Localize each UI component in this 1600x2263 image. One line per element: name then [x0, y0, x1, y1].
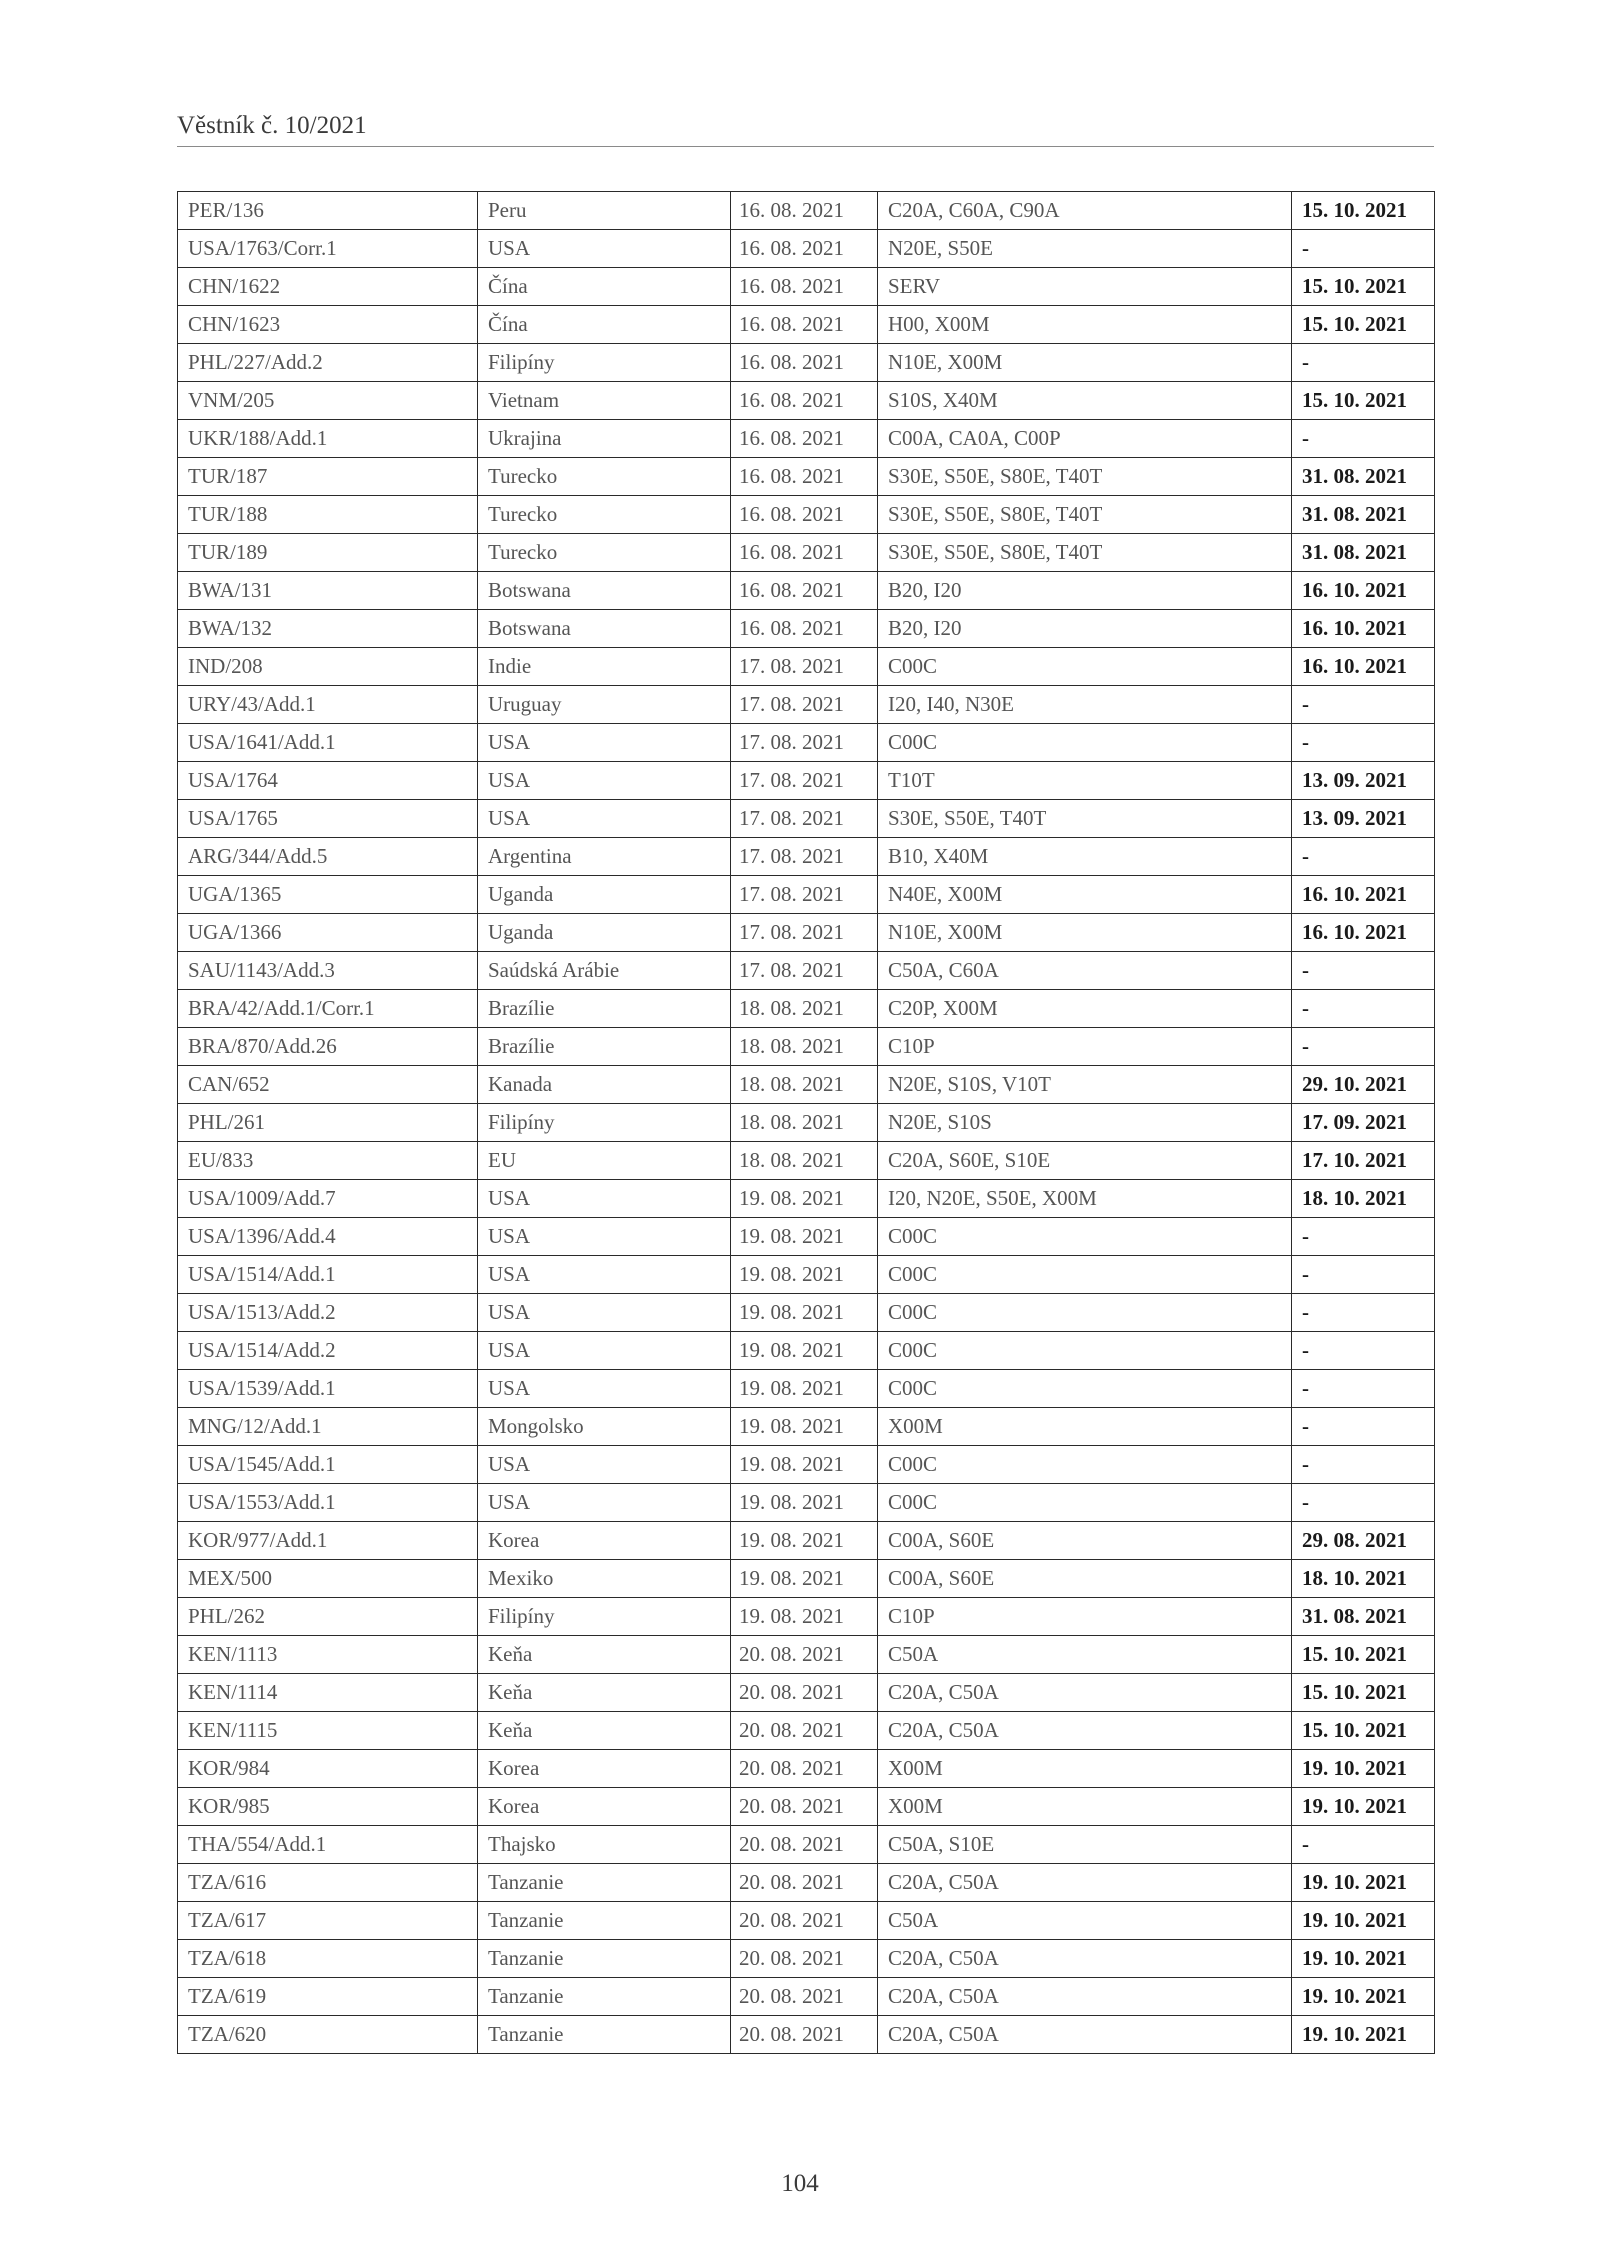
notification-date-cell: 17. 08. 2021: [731, 648, 878, 686]
country-cell: Korea: [478, 1750, 731, 1788]
country-cell: Keňa: [478, 1674, 731, 1712]
table-row: [178, 1142, 1435, 1180]
notification-date-cell: 20. 08. 2021: [731, 1978, 878, 2016]
deadline-cell: -: [1292, 344, 1435, 382]
country-cell: Filipíny: [478, 344, 731, 382]
document-code-cell: SAU/1143/Add.3: [178, 952, 478, 990]
table-row: [178, 1560, 1435, 1598]
deadline-cell: -: [1292, 1294, 1435, 1332]
document-code-cell: TZA/616: [178, 1864, 478, 1902]
notification-date-cell: 16. 08. 2021: [731, 534, 878, 572]
deadline-cell: 15. 10. 2021: [1292, 1674, 1435, 1712]
country-cell: USA: [478, 1180, 731, 1218]
notification-date-cell: 16. 08. 2021: [731, 458, 878, 496]
table-row: [178, 268, 1435, 306]
deadline-cell: 19. 10. 2021: [1292, 1978, 1435, 2016]
notification-date-cell: 16. 08. 2021: [731, 382, 878, 420]
document-code-cell: USA/1514/Add.2: [178, 1332, 478, 1370]
notification-date-cell: 20. 08. 2021: [731, 1788, 878, 1826]
classification-cell: B20, I20: [878, 572, 1292, 610]
table-row: [178, 876, 1435, 914]
deadline-cell: 29. 08. 2021: [1292, 1522, 1435, 1560]
country-cell: Peru: [478, 192, 731, 230]
country-cell: Botswana: [478, 572, 731, 610]
notification-date-cell: 17. 08. 2021: [731, 914, 878, 952]
classification-cell: C00C: [878, 1446, 1292, 1484]
classification-cell: C50A: [878, 1636, 1292, 1674]
classification-cell: I20, N20E, S50E, X00M: [878, 1180, 1292, 1218]
notification-date-cell: 17. 08. 2021: [731, 724, 878, 762]
table-row: [178, 382, 1435, 420]
deadline-cell: 17. 09. 2021: [1292, 1104, 1435, 1142]
notification-date-cell: 17. 08. 2021: [731, 876, 878, 914]
deadline-cell: -: [1292, 1446, 1435, 1484]
country-cell: Turecko: [478, 458, 731, 496]
notification-date-cell: 16. 08. 2021: [731, 192, 878, 230]
document-code-cell: BRA/42/Add.1/Corr.1: [178, 990, 478, 1028]
document-code-cell: UGA/1366: [178, 914, 478, 952]
country-cell: Tanzanie: [478, 1864, 731, 1902]
country-cell: Tanzanie: [478, 2016, 731, 2054]
document-code-cell: ARG/344/Add.5: [178, 838, 478, 876]
deadline-cell: -: [1292, 420, 1435, 458]
classification-cell: S30E, S50E, S80E, T40T: [878, 496, 1292, 534]
notification-date-cell: 19. 08. 2021: [731, 1370, 878, 1408]
document-code-cell: VNM/205: [178, 382, 478, 420]
table-row: [178, 1484, 1435, 1522]
classification-cell: S30E, S50E, S80E, T40T: [878, 458, 1292, 496]
notification-date-cell: 16. 08. 2021: [731, 420, 878, 458]
document-code-cell: EU/833: [178, 1142, 478, 1180]
document-code-cell: BWA/132: [178, 610, 478, 648]
classification-cell: C50A, C60A: [878, 952, 1292, 990]
deadline-cell: -: [1292, 1370, 1435, 1408]
country-cell: Mongolsko: [478, 1408, 731, 1446]
document-code-cell: TZA/617: [178, 1902, 478, 1940]
document-code-cell: CAN/652: [178, 1066, 478, 1104]
deadline-cell: 15. 10. 2021: [1292, 382, 1435, 420]
country-cell: Thajsko: [478, 1826, 731, 1864]
notification-date-cell: 17. 08. 2021: [731, 762, 878, 800]
deadline-cell: -: [1292, 724, 1435, 762]
deadline-cell: 16. 10. 2021: [1292, 572, 1435, 610]
document-code-cell: BRA/870/Add.26: [178, 1028, 478, 1066]
classification-cell: C20A, C50A: [878, 1940, 1292, 1978]
classification-cell: C00C: [878, 1294, 1292, 1332]
notification-date-cell: 19. 08. 2021: [731, 1294, 878, 1332]
classification-cell: C00C: [878, 1218, 1292, 1256]
notification-date-cell: 18. 08. 2021: [731, 1028, 878, 1066]
notification-date-cell: 20. 08. 2021: [731, 1674, 878, 1712]
deadline-cell: -: [1292, 1408, 1435, 1446]
country-cell: Tanzanie: [478, 1940, 731, 1978]
document-code-cell: KEN/1115: [178, 1712, 478, 1750]
notification-date-cell: 19. 08. 2021: [731, 1598, 878, 1636]
notification-date-cell: 19. 08. 2021: [731, 1484, 878, 1522]
notification-date-cell: 18. 08. 2021: [731, 1066, 878, 1104]
page-number: 104: [781, 2170, 819, 2197]
table-row: [178, 1332, 1435, 1370]
classification-cell: C00C: [878, 1256, 1292, 1294]
country-cell: Brazílie: [478, 1028, 731, 1066]
deadline-cell: -: [1292, 230, 1435, 268]
classification-cell: N40E, X00M: [878, 876, 1292, 914]
country-cell: Keňa: [478, 1712, 731, 1750]
classification-cell: C20A, C50A: [878, 1712, 1292, 1750]
document-code-cell: KOR/984: [178, 1750, 478, 1788]
table-row: [178, 914, 1435, 952]
document-code-cell: URY/43/Add.1: [178, 686, 478, 724]
notification-date-cell: 19. 08. 2021: [731, 1332, 878, 1370]
table-row: [178, 2016, 1435, 2054]
classification-cell: B20, I20: [878, 610, 1292, 648]
country-cell: USA: [478, 1446, 731, 1484]
notification-date-cell: 17. 08. 2021: [731, 952, 878, 990]
country-cell: Turecko: [478, 496, 731, 534]
document-code-cell: USA/1545/Add.1: [178, 1446, 478, 1484]
document-code-cell: TUR/188: [178, 496, 478, 534]
deadline-cell: 15. 10. 2021: [1292, 192, 1435, 230]
classification-cell: C20A, C50A: [878, 1674, 1292, 1712]
notification-date-cell: 18. 08. 2021: [731, 1142, 878, 1180]
table-row: [178, 1750, 1435, 1788]
country-cell: Ukrajina: [478, 420, 731, 458]
classification-cell: N20E, S50E: [878, 230, 1292, 268]
table-row: [178, 990, 1435, 1028]
country-cell: Filipíny: [478, 1598, 731, 1636]
deadline-cell: 19. 10. 2021: [1292, 1940, 1435, 1978]
table-row: [178, 192, 1435, 230]
notification-date-cell: 16. 08. 2021: [731, 268, 878, 306]
country-cell: USA: [478, 1484, 731, 1522]
country-cell: Argentina: [478, 838, 731, 876]
document-code-cell: TUR/189: [178, 534, 478, 572]
country-cell: USA: [478, 762, 731, 800]
classification-cell: N20E, S10S: [878, 1104, 1292, 1142]
table-row: [178, 572, 1435, 610]
table-row: [178, 610, 1435, 648]
notification-table-body: [178, 192, 1435, 2054]
table-row: [178, 1522, 1435, 1560]
classification-cell: C00C: [878, 724, 1292, 762]
table-row: [178, 1028, 1435, 1066]
country-cell: Filipíny: [478, 1104, 731, 1142]
deadline-cell: 31. 08. 2021: [1292, 458, 1435, 496]
classification-cell: C00C: [878, 1332, 1292, 1370]
document-code-cell: USA/1764: [178, 762, 478, 800]
deadline-cell: 13. 09. 2021: [1292, 800, 1435, 838]
notification-date-cell: 16. 08. 2021: [731, 344, 878, 382]
document-code-cell: TZA/618: [178, 1940, 478, 1978]
table-row: [178, 1864, 1435, 1902]
table-row: [178, 1902, 1435, 1940]
country-cell: USA: [478, 1256, 731, 1294]
document-code-cell: CHN/1623: [178, 306, 478, 344]
table-row: [178, 1978, 1435, 2016]
deadline-cell: -: [1292, 1484, 1435, 1522]
classification-cell: C10P: [878, 1598, 1292, 1636]
country-cell: Mexiko: [478, 1560, 731, 1598]
table-row: [178, 1940, 1435, 1978]
deadline-cell: 19. 10. 2021: [1292, 1864, 1435, 1902]
table-row: [178, 762, 1435, 800]
deadline-cell: 31. 08. 2021: [1292, 1598, 1435, 1636]
document-code-cell: KOR/985: [178, 1788, 478, 1826]
document-code-cell: UKR/188/Add.1: [178, 420, 478, 458]
table-row: [178, 534, 1435, 572]
notification-date-cell: 19. 08. 2021: [731, 1446, 878, 1484]
country-cell: Uganda: [478, 876, 731, 914]
notification-date-cell: 20. 08. 2021: [731, 1940, 878, 1978]
classification-cell: C20A, C50A: [878, 1978, 1292, 2016]
document-code-cell: TZA/620: [178, 2016, 478, 2054]
notification-date-cell: 19. 08. 2021: [731, 1180, 878, 1218]
document-code-cell: UGA/1365: [178, 876, 478, 914]
notification-table: [177, 191, 1435, 2054]
country-cell: Tanzanie: [478, 1902, 731, 1940]
country-cell: USA: [478, 1218, 731, 1256]
deadline-cell: -: [1292, 1332, 1435, 1370]
notification-date-cell: 16. 08. 2021: [731, 230, 878, 268]
table-row: [178, 1180, 1435, 1218]
notification-date-cell: 20. 08. 2021: [731, 1902, 878, 1940]
document-code-cell: PHL/261: [178, 1104, 478, 1142]
classification-cell: T10T: [878, 762, 1292, 800]
notification-date-cell: 20. 08. 2021: [731, 1826, 878, 1864]
classification-cell: N10E, X00M: [878, 344, 1292, 382]
deadline-cell: 15. 10. 2021: [1292, 306, 1435, 344]
document-code-cell: KEN/1114: [178, 1674, 478, 1712]
document-code-cell: USA/1396/Add.4: [178, 1218, 478, 1256]
classification-cell: C00C: [878, 1484, 1292, 1522]
document-code-cell: USA/1763/Corr.1: [178, 230, 478, 268]
deadline-cell: 15. 10. 2021: [1292, 1712, 1435, 1750]
table-row: [178, 1370, 1435, 1408]
table-row: [178, 648, 1435, 686]
classification-cell: N10E, X00M: [878, 914, 1292, 952]
notification-date-cell: 17. 08. 2021: [731, 838, 878, 876]
country-cell: Tanzanie: [478, 1978, 731, 2016]
document-code-cell: USA/1514/Add.1: [178, 1256, 478, 1294]
country-cell: Saúdská Arábie: [478, 952, 731, 990]
document-code-cell: USA/1765: [178, 800, 478, 838]
table-row: [178, 230, 1435, 268]
deadline-cell: 16. 10. 2021: [1292, 648, 1435, 686]
document-code-cell: USA/1539/Add.1: [178, 1370, 478, 1408]
classification-cell: S10S, X40M: [878, 382, 1292, 420]
classification-cell: C20A, C50A: [878, 2016, 1292, 2054]
deadline-cell: 31. 08. 2021: [1292, 496, 1435, 534]
classification-cell: C50A: [878, 1902, 1292, 1940]
deadline-cell: -: [1292, 1826, 1435, 1864]
table-row: [178, 1712, 1435, 1750]
classification-cell: X00M: [878, 1408, 1292, 1446]
table-row: [178, 838, 1435, 876]
classification-cell: SERV: [878, 268, 1292, 306]
notification-date-cell: 16. 08. 2021: [731, 572, 878, 610]
deadline-cell: -: [1292, 952, 1435, 990]
deadline-cell: 18. 10. 2021: [1292, 1180, 1435, 1218]
notification-date-cell: 16. 08. 2021: [731, 306, 878, 344]
deadline-cell: 16. 10. 2021: [1292, 876, 1435, 914]
deadline-cell: -: [1292, 838, 1435, 876]
country-cell: Turecko: [478, 534, 731, 572]
country-cell: USA: [478, 1294, 731, 1332]
deadline-cell: 16. 10. 2021: [1292, 914, 1435, 952]
document-code-cell: PHL/262: [178, 1598, 478, 1636]
document-code-cell: THA/554/Add.1: [178, 1826, 478, 1864]
notification-date-cell: 19. 08. 2021: [731, 1522, 878, 1560]
classification-cell: C00C: [878, 648, 1292, 686]
deadline-cell: 19. 10. 2021: [1292, 2016, 1435, 2054]
notification-date-cell: 20. 08. 2021: [731, 1864, 878, 1902]
table-row: [178, 1218, 1435, 1256]
deadline-cell: 17. 10. 2021: [1292, 1142, 1435, 1180]
classification-cell: C20P, X00M: [878, 990, 1292, 1028]
deadline-cell: 31. 08. 2021: [1292, 534, 1435, 572]
deadline-cell: -: [1292, 686, 1435, 724]
deadline-cell: 29. 10. 2021: [1292, 1066, 1435, 1104]
classification-cell: C20A, C50A: [878, 1864, 1292, 1902]
bulletin-title: Věstník č. 10/2021: [177, 112, 367, 139]
notification-date-cell: 16. 08. 2021: [731, 610, 878, 648]
document-code-cell: BWA/131: [178, 572, 478, 610]
country-cell: USA: [478, 1370, 731, 1408]
document-code-cell: MNG/12/Add.1: [178, 1408, 478, 1446]
deadline-cell: -: [1292, 1218, 1435, 1256]
country-cell: EU: [478, 1142, 731, 1180]
classification-cell: N20E, S10S, V10T: [878, 1066, 1292, 1104]
document-code-cell: MEX/500: [178, 1560, 478, 1598]
classification-cell: C00C: [878, 1370, 1292, 1408]
classification-cell: C00A, S60E: [878, 1560, 1292, 1598]
notification-date-cell: 18. 08. 2021: [731, 990, 878, 1028]
table-row: [178, 952, 1435, 990]
table-row: [178, 1636, 1435, 1674]
document-code-cell: USA/1553/Add.1: [178, 1484, 478, 1522]
country-cell: USA: [478, 724, 731, 762]
document-code-cell: USA/1641/Add.1: [178, 724, 478, 762]
country-cell: Korea: [478, 1522, 731, 1560]
table-row: [178, 306, 1435, 344]
table-row: [178, 686, 1435, 724]
deadline-cell: 15. 10. 2021: [1292, 1636, 1435, 1674]
table-row: [178, 1788, 1435, 1826]
classification-cell: S30E, S50E, S80E, T40T: [878, 534, 1292, 572]
deadline-cell: 19. 10. 2021: [1292, 1750, 1435, 1788]
table-row: [178, 344, 1435, 382]
notification-date-cell: 20. 08. 2021: [731, 1750, 878, 1788]
country-cell: Indie: [478, 648, 731, 686]
classification-cell: C00A, CA0A, C00P: [878, 420, 1292, 458]
table-row: [178, 1674, 1435, 1712]
country-cell: Korea: [478, 1788, 731, 1826]
classification-cell: B10, X40M: [878, 838, 1292, 876]
deadline-cell: -: [1292, 1256, 1435, 1294]
deadline-cell: 18. 10. 2021: [1292, 1560, 1435, 1598]
notification-date-cell: 20. 08. 2021: [731, 2016, 878, 2054]
country-cell: Botswana: [478, 610, 731, 648]
notification-date-cell: 17. 08. 2021: [731, 800, 878, 838]
country-cell: Čína: [478, 268, 731, 306]
document-code-cell: TUR/187: [178, 458, 478, 496]
document-code-cell: KOR/977/Add.1: [178, 1522, 478, 1560]
table-row: [178, 496, 1435, 534]
notification-date-cell: 19. 08. 2021: [731, 1256, 878, 1294]
classification-cell: C50A, S10E: [878, 1826, 1292, 1864]
classification-cell: S30E, S50E, T40T: [878, 800, 1292, 838]
document-code-cell: PER/136: [178, 192, 478, 230]
document-code-cell: PHL/227/Add.2: [178, 344, 478, 382]
country-cell: Uruguay: [478, 686, 731, 724]
document-code-cell: TZA/619: [178, 1978, 478, 2016]
table-row: [178, 1104, 1435, 1142]
notification-date-cell: 19. 08. 2021: [731, 1408, 878, 1446]
notification-date-cell: 19. 08. 2021: [731, 1560, 878, 1598]
country-cell: Brazílie: [478, 990, 731, 1028]
page-header: [177, 112, 1434, 147]
classification-cell: I20, I40, N30E: [878, 686, 1292, 724]
document-code-cell: KEN/1113: [178, 1636, 478, 1674]
table-row: [178, 1826, 1435, 1864]
table-row: [178, 800, 1435, 838]
classification-cell: H00, X00M: [878, 306, 1292, 344]
classification-cell: X00M: [878, 1788, 1292, 1826]
notification-date-cell: 17. 08. 2021: [731, 686, 878, 724]
deadline-cell: 19. 10. 2021: [1292, 1788, 1435, 1826]
country-cell: Keňa: [478, 1636, 731, 1674]
table-row: [178, 724, 1435, 762]
deadline-cell: -: [1292, 1028, 1435, 1066]
deadline-cell: 19. 10. 2021: [1292, 1902, 1435, 1940]
document-code-cell: USA/1513/Add.2: [178, 1294, 478, 1332]
country-cell: Vietnam: [478, 382, 731, 420]
country-cell: USA: [478, 230, 731, 268]
deadline-cell: 16. 10. 2021: [1292, 610, 1435, 648]
table-row: [178, 1408, 1435, 1446]
classification-cell: C00A, S60E: [878, 1522, 1292, 1560]
classification-cell: C20A, C60A, C90A: [878, 192, 1292, 230]
deadline-cell: 13. 09. 2021: [1292, 762, 1435, 800]
table-row: [178, 458, 1435, 496]
table-row: [178, 1066, 1435, 1104]
table-row: [178, 1598, 1435, 1636]
table-row: [178, 1294, 1435, 1332]
table-row: [178, 420, 1435, 458]
notification-date-cell: 16. 08. 2021: [731, 496, 878, 534]
country-cell: Kanada: [478, 1066, 731, 1104]
deadline-cell: 15. 10. 2021: [1292, 268, 1435, 306]
country-cell: Uganda: [478, 914, 731, 952]
notification-date-cell: 19. 08. 2021: [731, 1218, 878, 1256]
classification-cell: X00M: [878, 1750, 1292, 1788]
notification-date-cell: 20. 08. 2021: [731, 1636, 878, 1674]
country-cell: Čína: [478, 306, 731, 344]
document-code-cell: USA/1009/Add.7: [178, 1180, 478, 1218]
country-cell: USA: [478, 1332, 731, 1370]
deadline-cell: -: [1292, 990, 1435, 1028]
country-cell: USA: [478, 800, 731, 838]
classification-cell: C20A, S60E, S10E: [878, 1142, 1292, 1180]
notification-date-cell: 20. 08. 2021: [731, 1712, 878, 1750]
table-row: [178, 1256, 1435, 1294]
table-row: [178, 1446, 1435, 1484]
document-code-cell: CHN/1622: [178, 268, 478, 306]
classification-cell: C10P: [878, 1028, 1292, 1066]
document-code-cell: IND/208: [178, 648, 478, 686]
notification-date-cell: 18. 08. 2021: [731, 1104, 878, 1142]
